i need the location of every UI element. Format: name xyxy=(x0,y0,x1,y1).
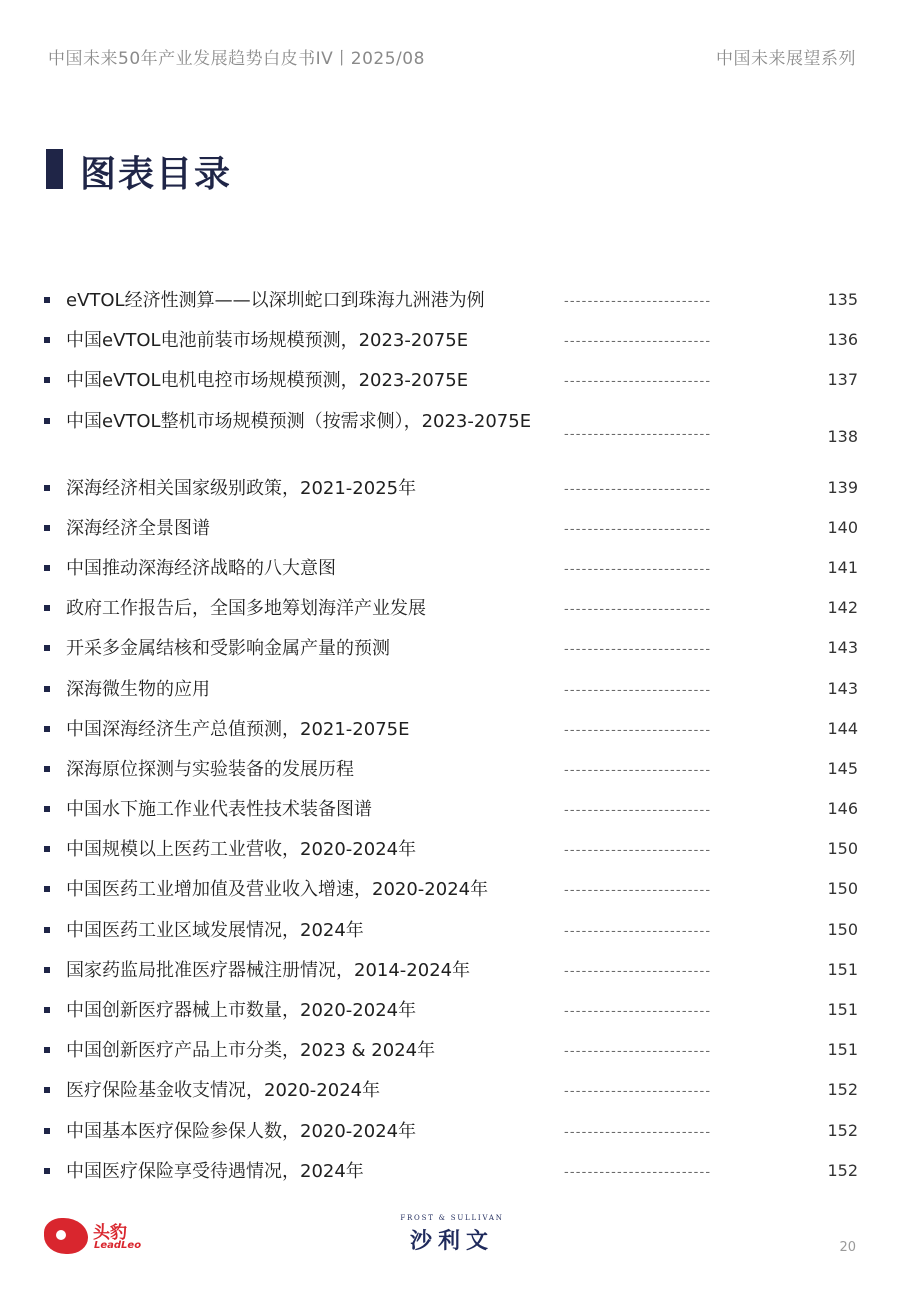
toc-entry-label: 中国推动深海经济战略的八大意图 xyxy=(66,557,336,579)
dotted-leader: ------------------------- xyxy=(564,843,712,859)
dotted-leader: ------------------------- xyxy=(564,682,712,698)
toc-row[interactable] xyxy=(44,630,858,670)
toc-entry-label: 开采多金属结核和受影响金属产量的预测 xyxy=(66,638,390,660)
dotted-leader: ------------------------- xyxy=(564,1124,712,1140)
toc-row[interactable] xyxy=(44,952,858,992)
bullet-icon xyxy=(44,766,50,772)
series-name: 中国未来展望系列 xyxy=(716,49,856,69)
dotted-leader: ------------------------- xyxy=(564,1084,712,1100)
frost-sullivan-logo-en: FROST & SULLIVAN xyxy=(400,1214,504,1222)
toc-page-number: 150 xyxy=(827,839,858,859)
toc-page-number: 145 xyxy=(827,758,858,778)
toc-page-number: 152 xyxy=(827,1080,858,1100)
toc-entry-label: 中国创新医疗产品上市分类，2023 & 2024年 xyxy=(66,1040,436,1062)
toc-entry-label: 深海经济全景图谱 xyxy=(66,517,210,539)
toc-row[interactable] xyxy=(44,510,858,550)
toc-row[interactable] xyxy=(44,1072,858,1112)
toc-row[interactable] xyxy=(44,470,858,510)
toc-page-number: 143 xyxy=(827,678,858,698)
page-number: 20 xyxy=(839,1240,856,1255)
toc-row[interactable] xyxy=(44,322,858,362)
toc-row[interactable] xyxy=(44,992,858,1032)
report-title: 中国未来50年产业发展趋势白皮书IV丨2025/08 xyxy=(48,49,425,69)
toc-entry-label: 中国医药工业区域发展情况，2024年 xyxy=(66,919,364,941)
frost-sullivan-logo xyxy=(386,1214,518,1254)
dotted-leader: ------------------------- xyxy=(564,426,712,442)
toc-row[interactable] xyxy=(44,831,858,871)
leopard-icon xyxy=(44,1218,88,1254)
toc-entry-label: 中国eVTOL电机电控市场规模预测，2023-2075E xyxy=(66,370,469,392)
toc-page-number: 140 xyxy=(827,517,858,537)
toc-page-number: 142 xyxy=(827,598,858,618)
toc-page-number: 138 xyxy=(827,426,858,446)
section-title: 图表目录 xyxy=(80,154,233,195)
toc-entry-label: 中国eVTOL整机市场规模预测（按需求侧），2023-2075E xyxy=(66,410,532,432)
toc-entry-label: 深海原位探测与实验装备的发展历程 xyxy=(66,758,354,780)
toc-row[interactable] xyxy=(44,1032,858,1072)
dotted-leader: ------------------------- xyxy=(564,642,712,658)
bullet-icon xyxy=(44,1168,50,1174)
dotted-leader: ------------------------- xyxy=(564,294,712,309)
bullet-icon xyxy=(44,605,50,611)
dotted-leader: ------------------------- xyxy=(564,561,712,577)
bullet-icon xyxy=(44,726,50,732)
toc-entry-label: 深海经济相关国家级别政策，2021-2025年 xyxy=(66,477,417,499)
dotted-leader: ------------------------- xyxy=(564,602,712,618)
toc-row[interactable] xyxy=(44,791,858,831)
toc-page-number: 137 xyxy=(827,370,858,390)
toc-entry-label: 政府工作报告后，全国多地筹划海洋产业发展 xyxy=(66,598,426,620)
bullet-icon xyxy=(44,967,50,973)
toc-row[interactable] xyxy=(44,362,858,402)
dotted-leader: ------------------------- xyxy=(564,481,712,497)
toc-page-number: 150 xyxy=(827,879,858,899)
bullet-icon xyxy=(44,525,50,531)
leadleo-logo xyxy=(44,1216,154,1256)
bullet-icon xyxy=(44,1007,50,1013)
toc-entry-label: 中国医疗保险享受待遇情况，2024年 xyxy=(66,1160,364,1182)
dotted-leader: ------------------------- xyxy=(564,883,712,899)
dotted-leader: ------------------------- xyxy=(564,762,712,778)
toc-row[interactable] xyxy=(44,871,858,911)
toc-row[interactable] xyxy=(44,671,858,711)
bullet-icon xyxy=(44,886,50,892)
toc-entry-label: 中国创新医疗器械上市数量，2020-2024年 xyxy=(66,1000,417,1021)
bullet-icon xyxy=(44,1128,50,1134)
bullet-icon xyxy=(44,846,50,852)
bullet-icon xyxy=(44,645,50,651)
toc-entry-label: 中国eVTOL电池前装市场规模预测，2023-2075E xyxy=(66,330,469,352)
toc-row[interactable] xyxy=(44,1153,858,1193)
bullet-icon xyxy=(44,806,50,812)
toc-entry-label: 深海微生物的应用 xyxy=(66,678,210,700)
bullet-icon xyxy=(44,485,50,491)
toc-row[interactable] xyxy=(44,1113,858,1153)
figure-index-list xyxy=(44,282,858,1193)
bullet-icon xyxy=(44,377,50,383)
toc-page-number: 135 xyxy=(827,290,858,309)
toc-page-number: 136 xyxy=(827,330,858,350)
toc-row[interactable] xyxy=(44,912,858,952)
toc-row[interactable] xyxy=(44,403,858,470)
toc-entry-label: 中国规模以上医药工业营收，2020-2024年 xyxy=(66,839,417,861)
bullet-icon xyxy=(44,927,50,933)
leadleo-logo-cn: 头豹 xyxy=(93,1223,127,1243)
bullet-icon xyxy=(44,565,50,571)
dotted-leader: ------------------------- xyxy=(564,1044,712,1060)
dotted-leader: ------------------------- xyxy=(564,1164,712,1180)
bullet-icon xyxy=(44,1047,50,1053)
bullet-icon xyxy=(44,418,50,424)
toc-page-number: 141 xyxy=(827,557,858,577)
bullet-icon xyxy=(44,337,50,343)
toc-page-number: 152 xyxy=(827,1120,858,1140)
toc-row[interactable] xyxy=(44,590,858,630)
toc-entry-label: 医疗保险基金收支情况，2020-2024年 xyxy=(66,1080,381,1102)
bullet-icon xyxy=(44,1087,50,1093)
toc-entry-label: 中国深海经济生产总值预测，2021-2075E xyxy=(66,718,410,740)
toc-entry-label: eVTOL经济性测算——以深圳蛇口到珠海九洲港为例 xyxy=(66,290,485,311)
toc-entry-label: 中国基本医疗保险参保人数，2020-2024年 xyxy=(66,1120,417,1142)
bullet-icon xyxy=(44,297,50,303)
toc-page-number: 151 xyxy=(827,1000,858,1019)
toc-entry-label: 国家药监局批准医疗器械注册情况，2014-2024年 xyxy=(66,959,471,981)
frost-sullivan-logo-cn: 沙利文 xyxy=(409,1229,494,1254)
toc-page-number: 144 xyxy=(827,718,858,738)
toc-row[interactable] xyxy=(44,711,858,751)
toc-row[interactable] xyxy=(44,751,858,791)
dotted-leader: ------------------------- xyxy=(564,521,712,537)
dotted-leader: ------------------------- xyxy=(564,923,712,939)
toc-page-number: 152 xyxy=(827,1160,858,1180)
toc-row[interactable] xyxy=(44,550,858,590)
toc-entry-label: 中国医药工业增加值及营业收入增速，2020-2024年 xyxy=(66,879,489,901)
dotted-leader: ------------------------- xyxy=(564,374,712,390)
toc-page-number: 151 xyxy=(827,959,858,979)
toc-page-number: 150 xyxy=(827,919,858,939)
dotted-leader: ------------------------- xyxy=(564,334,712,350)
toc-page-number: 146 xyxy=(827,799,858,819)
dotted-leader: ------------------------- xyxy=(564,1004,712,1019)
bullet-icon xyxy=(44,686,50,692)
dotted-leader: ------------------------- xyxy=(564,803,712,819)
toc-page-number: 143 xyxy=(827,638,858,658)
toc-entry-label: 中国水下施工作业代表性技术装备图谱 xyxy=(66,799,372,821)
page-header xyxy=(48,44,856,68)
dotted-leader: ------------------------- xyxy=(564,963,712,979)
toc-page-number: 151 xyxy=(827,1040,858,1060)
title-accent-bar xyxy=(46,149,63,189)
toc-row[interactable] xyxy=(44,282,858,322)
toc-page-number: 139 xyxy=(827,477,858,497)
dotted-leader: ------------------------- xyxy=(564,722,712,738)
leadleo-logo-en: LeadLeo xyxy=(94,1240,142,1251)
